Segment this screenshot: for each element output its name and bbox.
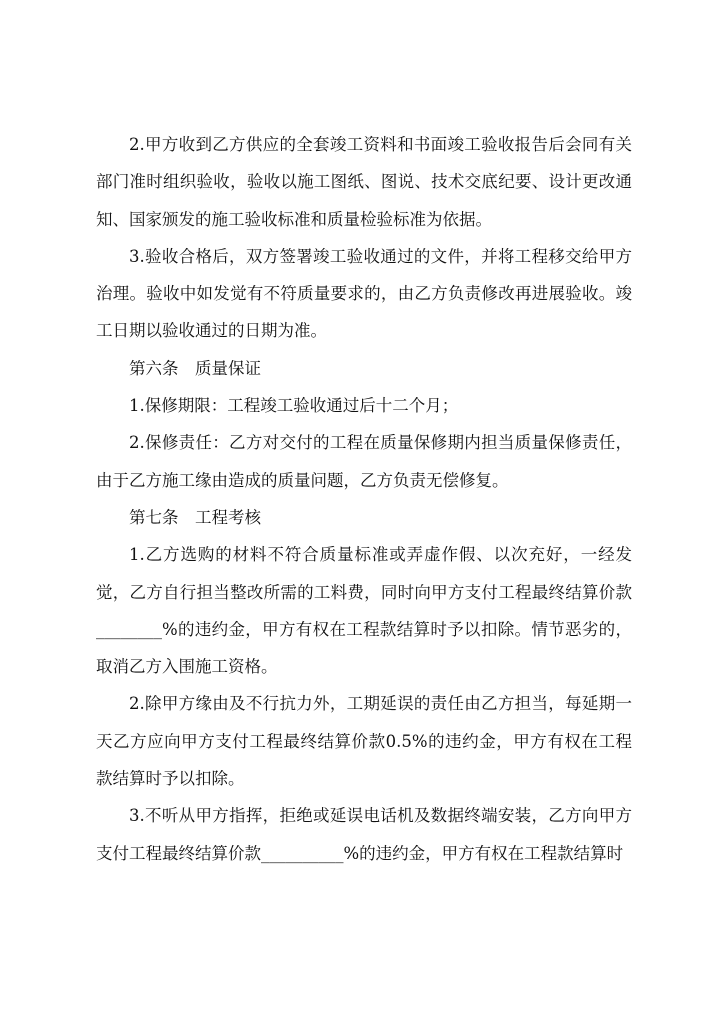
- paragraph-acceptance-2: 2.甲方收到乙方供应的全套竣工资料和书面竣工验收报告后会同有关部门准时组织验收，验收以施工图纸、图说、技术交底纪要、设计更改通知、国家颁发的施工验收标准和质量检验标准为依据。: [96, 135, 632, 229]
- document-page: [96, 126, 632, 872]
- paragraph-warranty-period: 1.保修期限：工程竣工验收通过后十二个月；: [129, 396, 459, 416]
- paragraph-assessment-2: 2.除甲方缘由及不行抗力外，工期延误的责任由乙方担当，每延期一天乙方应向甲方支付工程最终结算价款0.5%的违约金，甲方有权在工程款结算时予以扣除。: [96, 694, 632, 789]
- paragraph-assessment-1: 1.乙方选购的材料不符合质量标准或弄虚作假、以次充好，一经发觉，乙方自行担当整改所需的工料费，同时向甲方支付工程最终结算价款________%的违约金，甲方有权在工程款结算时予以扣除。情节恶劣的，取消乙方入围施工资格。: [96, 545, 632, 677]
- paragraph-warranty-responsibility: 2.保修责任：乙方对交付的工程在质量保修期内担当质量保修责任，由于乙方施工缘由造成的质量问题，乙方负责无偿修复。: [96, 433, 632, 490]
- article-7-heading: 第七条 工程考核: [129, 507, 261, 527]
- article-6-heading: 第六条 质量保证: [129, 358, 261, 378]
- paragraph-assessment-3: 3.不听从甲方指挥，拒绝或延误电话机及数据终端安装，乙方向甲方支付工程最终结算价款__________%的违约金，甲方有权在工程款结算时: [96, 806, 632, 863]
- paragraph-acceptance-3: 3.验收合格后，双方签署竣工验收通过的文件，并将工程移交给甲方治理。验收中如发觉有不符质量要求的，由乙方负责修改再进展验收。竣工日期以验收通过的日期为准。: [96, 246, 632, 341]
